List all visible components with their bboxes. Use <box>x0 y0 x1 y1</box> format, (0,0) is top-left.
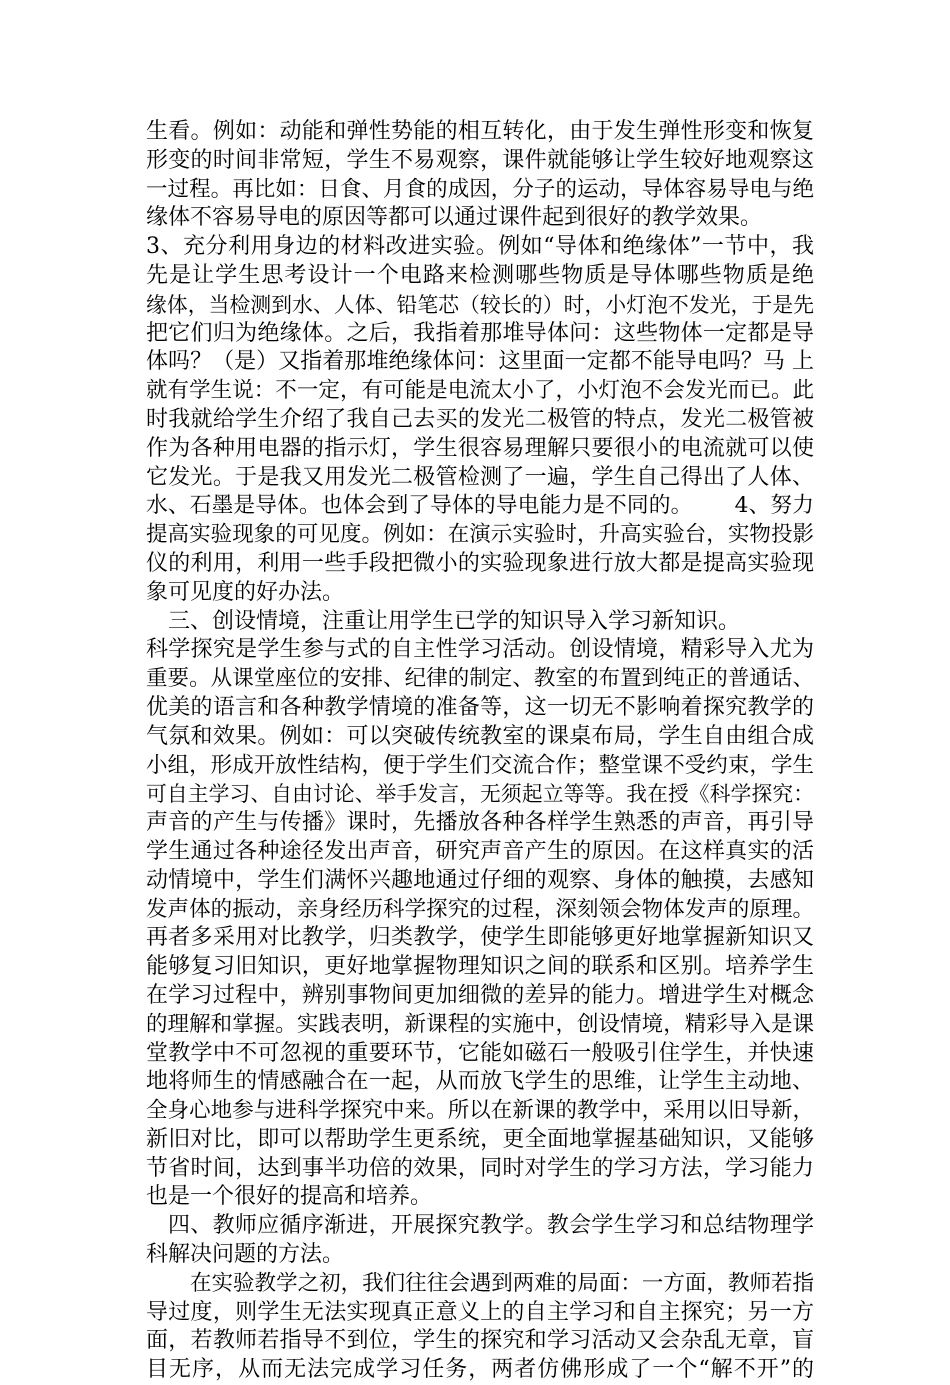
body-text <box>146 118 814 1385</box>
text-line: 发声体的振动，亲身经历科学探究的过程，深刻领会物体发声的原理。 <box>146 896 814 922</box>
text-line: 水、石墨是导体。也体会到了导体的导电能力是不同的。 4、努力 <box>146 493 814 519</box>
section-heading-continuation: 科解决问题的方法。 <box>146 1242 345 1268</box>
text-line: 动情境中，学生们满怀兴趣地通过仔细的观察、身体的触摸，去感知 <box>146 867 814 893</box>
text-line: 气氛和效果。例如：可以突破传统教室的课桌布局，学生自由组合成 <box>146 723 814 749</box>
text-line: 科学探究是学生参与式的自主性学习活动。创设情境，精彩导入尤为 <box>146 637 814 663</box>
text-line: 小组，形成开放性结构，便于学生们交流合作；整堂课不受约束，学生 <box>146 752 814 778</box>
section-heading: 四、教师应循序渐进，开展探究教学。教会学生学习和总结物理学 <box>168 1213 814 1239</box>
text-line: 目无序，从而无法完成学习任务，两者仿佛形成了一个“解不开”的 <box>146 1357 814 1383</box>
text-line: 生看。例如：动能和弹性势能的相互转化，由于发生弹性形变和恢复 <box>146 119 814 144</box>
text-line: 体吗？（是）又指着那堆绝缘体问：这里面一定都不能导电吗？马 上 <box>146 349 814 375</box>
text-line: 就有学生说：不一定，有可能是电流太小了，小灯泡不会发光而已。此 <box>146 378 814 404</box>
text-line: 声音的产生与传播》课时，先播放各种各样学生熟悉的声音，再引导 <box>146 810 814 836</box>
text-line: 仪的利用，利用一些手段把微小的实验现象进行放大都是提高实验现 <box>146 550 814 576</box>
text-line: 能够复习旧知识，更好地掌握物理知识之间的联系和区别。培养学生 <box>146 954 814 980</box>
text-line: 也是一个很好的提高和培养。 <box>146 1184 433 1210</box>
text-line: 3、充分利用身边的材料改进实验。例如“导体和绝缘体”一节中，我 <box>146 234 814 260</box>
text-line: 它发光。于是我又用发光二极管检测了一遍，学生自己得出了人体、 <box>146 464 814 490</box>
section-heading: 三、创设情境，注重让用学生已学的知识导入学习新知识。 <box>168 608 741 634</box>
text-line: 全身心地参与进科学探究中来。所以在新课的教学中，采用以旧导新， <box>146 1098 814 1124</box>
text-line: 在学习过程中，辨别事物间更加细微的差异的能力。增进学生对概念 <box>146 982 814 1008</box>
text-line: 重要。从课堂座位的安排、纪律的制定、教室的布置到纯正的普通话、 <box>146 666 814 692</box>
text-line: 学生通过各种途径发出声音，研究声音产生的原因。在这样真实的活 <box>146 838 814 864</box>
text-line: 优美的语言和各种教学情境的准备等，这一切无不影响着探究教学的 <box>146 694 814 720</box>
text-line: 象可见度的好办法。 <box>146 579 345 605</box>
text-line: 作为各种用电器的指示灯，学生很容易理解只要很小的电流就可以使 <box>146 435 814 461</box>
text-line: 节省时间，达到事半功倍的效果，同时对学生的学习方法，学习能力 <box>146 1155 814 1181</box>
text-line: 面，若教师若指导不到位，学生的探究和学习活动又会杂乱无章，盲 <box>146 1328 814 1354</box>
text-line: 再者多采用对比教学，归类教学，使学生即能够更好地掌握新知识又 <box>146 925 814 951</box>
text-line: 把它们归为绝缘体。之后，我指着那堆导体问：这些物体一定都是导 <box>146 320 814 346</box>
text-line: 一过程。再比如：日食、月食的成因，分子的运动，导体容易导电与绝 <box>146 176 814 202</box>
text-line: 先是让学生思考设计一个电路来检测哪些物质是导体哪些物质是绝 <box>146 262 814 288</box>
text-line: 新旧对比，即可以帮助学生更系统，更全面地掌握基础知识，又能够 <box>146 1126 814 1152</box>
text-line: 缘体，当检测到水、人体、铅笔芯（较长的）时，小灯泡不发光，于是先 <box>146 292 814 317</box>
text-line: 形变的时间非常短，学生不易观察，课件就能够让学生较好地观察这 <box>146 147 814 173</box>
text-line: 可自主学习、自由讨论、举手发言，无须起立等等。我在授《科学探究： <box>146 782 814 807</box>
text-line: 导过度，则学生无法实现真正意义上的自主学习和自主探究；另一方 <box>146 1299 814 1325</box>
text-line: 在实验教学之初，我们往往会遇到两难的局面：一方面，教师若指 <box>190 1270 814 1296</box>
text-line: 缘体不容易导电的原因等都可以通过课件起到很好的教学效果。 <box>146 205 763 231</box>
text-line: 地将师生的情感融合在一起，从而放飞学生的思维，让学生主动地、 <box>146 1069 814 1095</box>
text-line: 的理解和掌握。实践表明，新课程的实施中，创设情境，精彩导入是课 <box>146 1011 814 1037</box>
text-line: 时我就给学生介绍了我自己去买的发光二极管的特点，发光二极管被 <box>146 406 814 432</box>
text-line: 堂教学中不可忽视的重要环节，它能如磁石一般吸引住学生，并快速 <box>146 1040 814 1066</box>
text-line: 提高实验现象的可见度。例如：在演示实验时，升高实验台，实物投影 <box>146 522 814 548</box>
